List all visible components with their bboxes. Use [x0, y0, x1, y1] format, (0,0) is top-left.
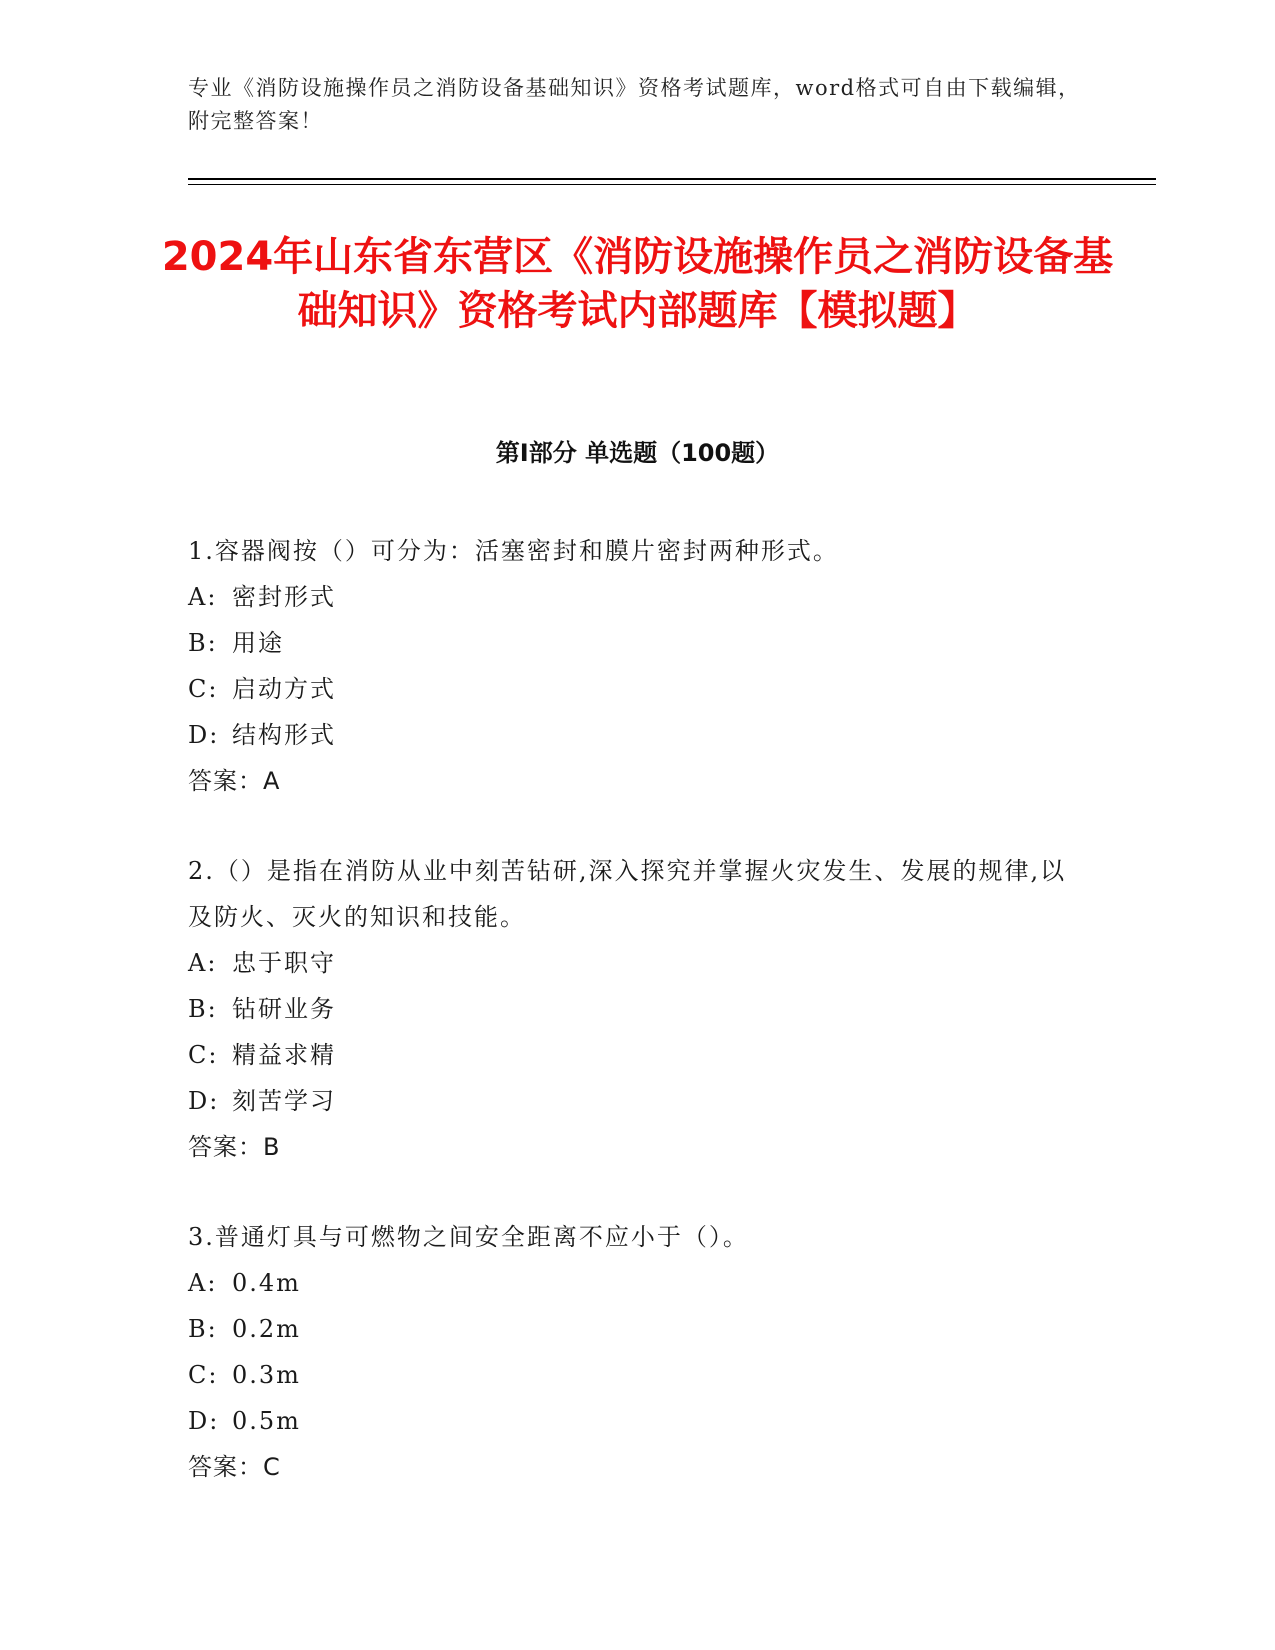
option-letter: C:: [188, 675, 219, 703]
option-letter: B:: [188, 1315, 218, 1343]
option-letter: A:: [188, 1269, 218, 1297]
answer-line: 答案：C: [188, 1453, 281, 1481]
option-text: 用途: [232, 629, 284, 657]
question-stem: 2.（）是指在消防从业中刻苦钻研,深入探究并掌握火灾发生、发展的规律,以及防火、灭火的知识和技能。: [188, 857, 1067, 931]
question-2: [188, 848, 1088, 1170]
option-letter: C:: [188, 1361, 219, 1389]
question-3: [188, 1214, 1088, 1490]
option-letter: B:: [188, 629, 218, 657]
option-letter: B:: [188, 995, 218, 1023]
option-b: [188, 986, 1088, 1032]
option-letter: D:: [188, 1087, 220, 1115]
question-1: [188, 528, 1088, 804]
option-text: 密封形式: [232, 583, 336, 611]
header-rule-thin: [188, 184, 1156, 185]
question-list: [188, 528, 1088, 1534]
option-text: 精益求精: [232, 1041, 336, 1069]
option-text: 0.2m: [232, 1315, 301, 1343]
option-text: 0.3m: [232, 1361, 301, 1389]
document-title: 2024年山东省东营区《消防设施操作员之消防设备基础知识》资格考试内部题库【模拟题】: [161, 234, 1114, 334]
option-b: [188, 620, 1088, 666]
document-header-note: 专业《消防设施操作员之消防设备基础知识》资格考试题库，word格式可自由下载编辑，附完整答案！: [188, 76, 1081, 133]
option-letter: C:: [188, 1041, 219, 1069]
option-text: 钻研业务: [232, 995, 336, 1023]
option-c: [188, 1032, 1088, 1078]
option-letter: A:: [188, 949, 218, 977]
option-d: [188, 712, 1088, 758]
option-d: [188, 1078, 1088, 1124]
option-text: 结构形式: [232, 721, 336, 749]
option-text: 启动方式: [232, 675, 336, 703]
option-text: 0.5m: [232, 1407, 301, 1435]
option-a: [188, 940, 1088, 986]
option-letter: A:: [188, 583, 218, 611]
option-c: [188, 666, 1088, 712]
answer-line: 答案：B: [188, 1133, 281, 1161]
section-heading: 第Ⅰ部分 单选题（100题）: [495, 439, 780, 467]
header-rule-thick: [188, 178, 1156, 180]
question-stem: 3.普通灯具与可燃物之间安全距离不应小于（）。: [188, 1223, 749, 1251]
option-d: [188, 1398, 1088, 1444]
option-c: [188, 1352, 1088, 1398]
option-b: [188, 1306, 1088, 1352]
option-letter: D:: [188, 721, 220, 749]
question-stem: 1.容器阀按（）可分为：活塞密封和膜片密封两种形式。: [188, 537, 839, 565]
option-letter: D:: [188, 1407, 220, 1435]
option-text: 0.4m: [232, 1269, 301, 1297]
option-text: 忠于职守: [232, 949, 336, 977]
option-text: 刻苦学习: [232, 1087, 336, 1115]
option-a: [188, 1260, 1088, 1306]
option-a: [188, 574, 1088, 620]
answer-line: 答案：A: [188, 767, 281, 795]
